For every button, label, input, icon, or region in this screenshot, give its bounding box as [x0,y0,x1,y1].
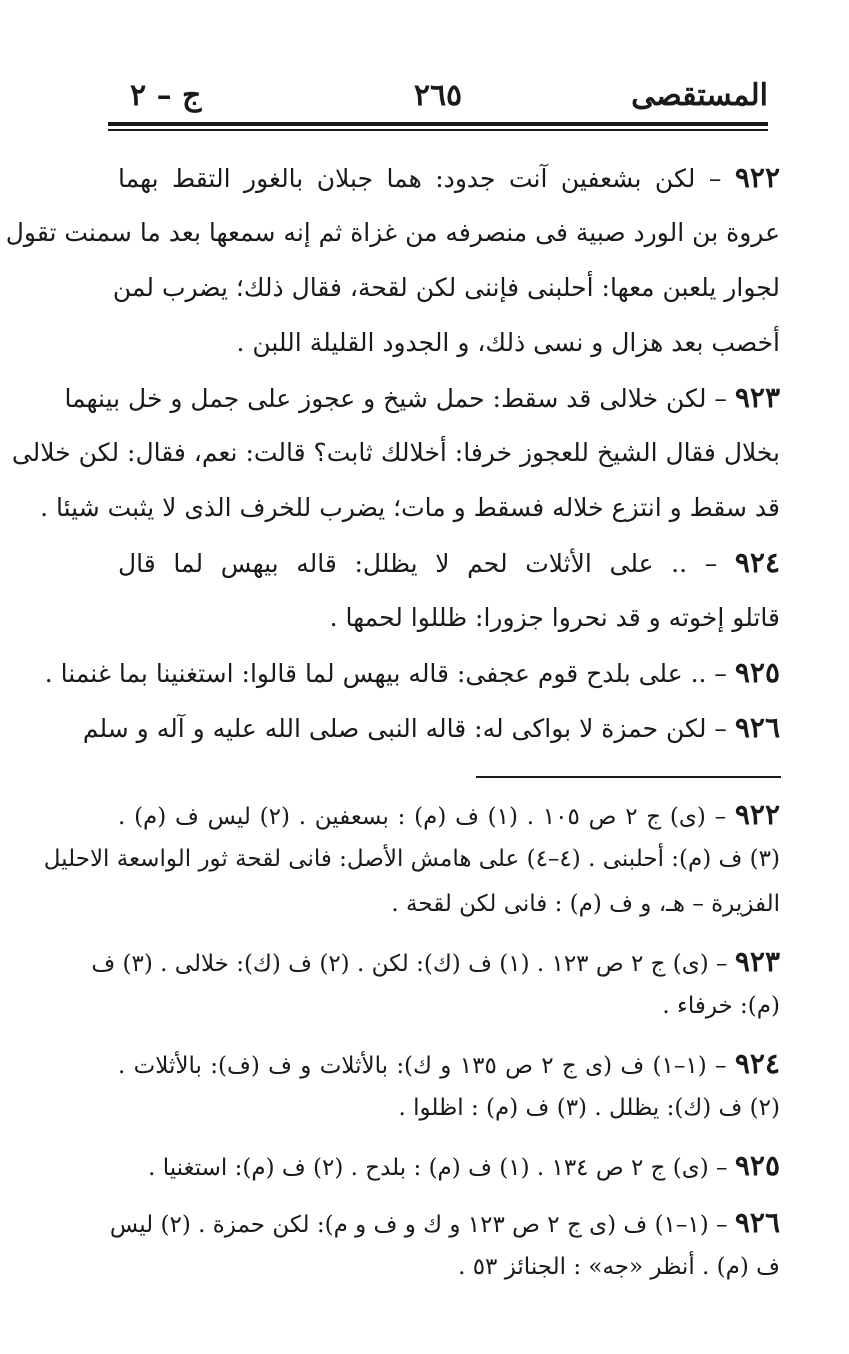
footnote-text: (٣) ف (م): أحلبنى . (٤–٤) على هامش الأصل: فانى لقحة ثور الواسعة الاحليل [43,846,780,872]
footnote [118,1143,780,1188]
proverb-entry-line [112,260,780,315]
footnote-line [118,1041,780,1086]
proverb-entry-line [118,590,780,645]
footnote-separator [476,776,781,778]
proverb-entry [118,535,780,645]
footnote-line [118,792,780,837]
proverb-entry-text: – لكن بشعفين آنت جدود: هما جبلان بالغور التقط بهما [118,164,722,193]
proverb-entry-text: – لكن خلالى قد سقط: حمل شيخ و عجوز على جمل و خل بينهما [64,384,727,413]
proverb-entry [5,150,780,370]
proverb-entry-number: ٩٢٤ [734,546,780,579]
footnote-gap [118,1029,780,1041]
footnote-line [118,1143,780,1188]
proverb-entry-line [118,315,780,370]
proverb-entry-number: ٩٢٥ [734,656,780,689]
proverb-entry-text: قاتلو إخوته و قد نحروا جزورا: ظللوا لحمها . [329,603,780,632]
footnote [91,939,780,1029]
volume-label: ج – ٢ [130,78,202,113]
proverb-entry-number: ٩٢٦ [734,711,780,744]
footnote-line [118,882,780,927]
proverb-entry-text: – .. على الأثلات لحم لا يظلل: قاله بيهس لما قال [118,549,718,578]
footnote-number: ٩٢٤ [734,1047,780,1080]
proverb-entry-number: ٩٢٢ [734,161,780,194]
proverb-entry [44,645,780,700]
proverb-entry-text: قد سقط و انتزع خلاله فسقط و مات؛ يضرب للخرف الذى لا يثبت شيئا . [40,493,780,522]
footnote-number: ٩٢٥ [734,1149,780,1182]
footnote-number: ٩٢٦ [734,1206,780,1239]
proverb-entry [11,370,780,535]
header-rule-thin [108,129,768,131]
footnote-text: (٢) ف (ك): يظلل . (٣) ف (م) : اظلوا . [398,1095,780,1121]
proverb-entry-text: عروة بن الورد صبية فى منصرفه من غزاة ثم إنه سمعها بعد ما سمنت تقول [5,218,780,247]
footnote-text: – (١–١) ف (ى ج ٢ ص ١٢٣ و ك و ف و م): لكن حمزة . (٢) ليس [109,1212,728,1238]
footnote-text: – (١–١) ف (ى ج ٢ ص ١٣٥ و ك): بالأثلات و ف (ف): بالأثلات . [118,1053,727,1079]
proverb-entry-line [118,150,780,205]
proverb-entry-line [11,425,780,480]
footnote-number: ٩٢٢ [734,798,781,831]
footnote-text: (م): خرفاء . [662,993,780,1019]
proverb-entry [82,700,780,755]
footnote-text: ف (م) . أنظر «جه» : الجنائز ٥٣ . [458,1254,780,1280]
proverb-entry-text: – لكن حمزة لا بواكى له: قاله النبى صلى الله عليه و آله و سلم [82,714,727,743]
proverb-entry-number: ٩٢٣ [734,381,780,414]
main-text [5,150,780,755]
header-rule [108,122,768,126]
footnote-line [109,1200,780,1245]
proverb-entry-text: أخصب بعد هزال و نسى ذلك، و الجدود القليلة اللبن . [236,328,780,357]
footnote-gap [118,1131,780,1143]
proverb-entry-line [5,205,780,260]
footnote-gap [118,1188,780,1200]
running-title: المستقصى [631,78,768,113]
footnote-line [118,984,780,1029]
proverb-entry-line [64,370,780,425]
footnote-text: – (ى) ج ٢ ص ١٣٤ . (١) ف (م) : بلدح . (٢) ف (م): استغنيا . [148,1155,728,1181]
footnote-line [43,837,780,882]
proverb-entry-line [44,645,780,700]
proverb-entry-text: لجوار يلعبن معها: أحلبنى فإننى لكن لقحة، فقال ذلك؛ يضرب لمن [112,273,780,302]
proverb-entry-line [82,700,780,755]
proverb-entry-line [118,535,780,590]
footnote-text: الفزيرة – هـ، و ف (م) : فانى لكن لقحة . [391,891,780,917]
footnote [118,1041,780,1131]
footnotes [43,792,781,1290]
proverb-entry-line [40,480,780,535]
footnote-line [91,939,780,984]
footnote-line [118,1245,780,1290]
footnote-gap [118,927,780,939]
proverb-entry-text: – .. على بلدح قوم عجفى: قاله بيهس لما قالوا: استغنينا بما غنمنا . [44,659,727,688]
footnote-text: – (ى) ج ٢ ص ١٢٣ . (١) ف (ك): لكن . (٢) ف (ك): خلالى . (٣) ف [91,951,728,977]
footnote [109,1200,780,1290]
page-header [108,72,768,120]
footnote-number: ٩٢٣ [734,945,780,978]
page-number: ٢٦٥ [413,78,463,113]
footnote-line [118,1086,780,1131]
footnote [43,792,781,927]
proverb-entry-text: بخلال فقال الشيخ للعجوز خرفا: أخلالك ثابت؟ قالت: نعم، فقال: لكن خلالى [11,438,780,467]
footnote-text: – (ى) ج ٢ ص ١٠٥ . (١) ف (م) : بسعفين . (٢) ليس ف (م) . [118,804,727,830]
